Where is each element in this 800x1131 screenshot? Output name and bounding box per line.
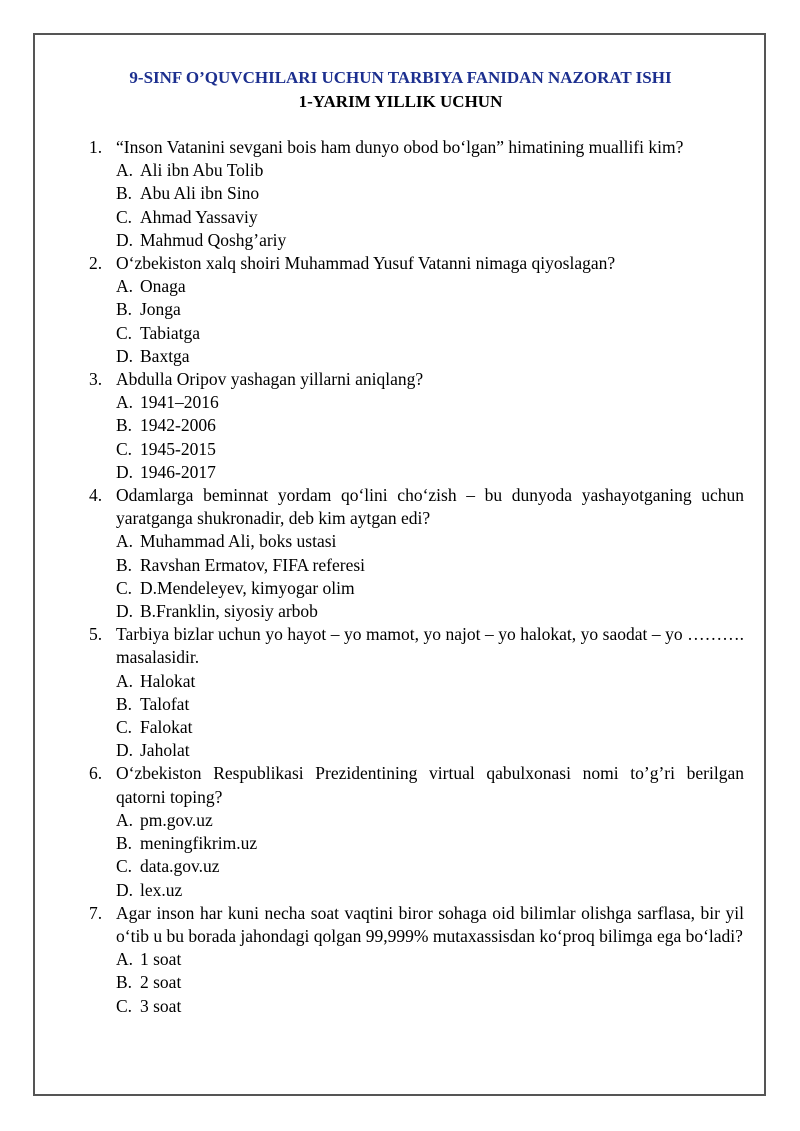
option-text: Ravshan Ermatov, FIFA referesi (140, 554, 366, 575)
answer-options (116, 809, 744, 902)
option-letter: D. (116, 740, 134, 761)
option-text: meningfikrim.uz (140, 833, 258, 854)
answer-option (116, 345, 744, 368)
option-text: Muhammad Ali, boks ustasi (140, 531, 337, 552)
option-letter: C. (116, 438, 133, 459)
option-letter: B. (116, 299, 133, 320)
option-letter: A. (116, 809, 134, 830)
option-text: pm.gov.uz (140, 809, 213, 830)
question-text: Abdulla Oripov yashagan yillarni aniqlang? (116, 369, 424, 390)
option-letter: B. (116, 693, 133, 714)
answer-option (116, 716, 744, 739)
answer-option (116, 438, 744, 461)
option-text: data.gov.uz (140, 856, 220, 877)
question-item (89, 762, 744, 901)
option-text: Onaga (140, 276, 186, 297)
option-letter: C. (116, 322, 133, 343)
option-text: Falokat (140, 717, 193, 738)
option-letter: B. (116, 972, 133, 993)
question-text: O‘zbekiston Respublikasi Prezidentining virtual qabulxonasi nomi to’g’ri berilgan qatorni toping? (116, 763, 744, 807)
option-letter: C. (116, 856, 133, 877)
option-text: D.Mendeleyev, kimyogar olim (140, 577, 355, 598)
answer-option (116, 693, 744, 716)
question-item (89, 252, 744, 368)
answer-option (116, 577, 744, 600)
question-text: O‘zbekiston xalq shoiri Muhammad Yusuf Vatanni nimaga qiyoslagan? (116, 253, 616, 274)
question-number: 5. (89, 624, 103, 645)
option-letter: A. (116, 160, 134, 181)
document-subtitle: 1-YARIM YILLIK UCHUN (298, 92, 503, 111)
question-item (89, 484, 744, 623)
answer-option (116, 414, 744, 437)
option-text: Ali ibn Abu Tolib (140, 160, 264, 181)
question-number: 2. (89, 253, 103, 274)
option-text: 3 soat (140, 995, 182, 1016)
option-letter: C. (116, 577, 133, 598)
question-text: Tarbiya bizlar uchun yo hayot – yo mamot, yo najot – yo halokat, yo saodat – yo ………. masalasidir. (116, 624, 744, 668)
answer-options (116, 670, 744, 763)
option-text: Ahmad Yassaviy (140, 206, 258, 227)
question-number: 3. (89, 369, 103, 390)
option-letter: B. (116, 415, 133, 436)
option-letter: C. (116, 206, 133, 227)
question-number: 6. (89, 763, 103, 784)
question-list (89, 136, 744, 1018)
option-text: 1945-2015 (140, 438, 216, 459)
question-number: 1. (89, 137, 103, 157)
answer-option (116, 530, 744, 553)
answer-option (116, 298, 744, 321)
question-item (89, 368, 744, 484)
option-letter: C. (116, 995, 133, 1016)
option-text: Talofat (140, 693, 190, 714)
option-text: Baxtga (140, 345, 190, 366)
answer-option (116, 275, 744, 298)
answer-options (116, 159, 744, 252)
option-letter: A. (116, 531, 134, 552)
option-letter: A. (116, 670, 134, 691)
question-item (89, 623, 744, 762)
document-title: 9-SINF O’QUVCHILARI UCHUN TARBIYA FANIDAN NAZORAT ISHI (129, 68, 672, 87)
answer-option (116, 995, 744, 1018)
option-text: Tabiatga (140, 322, 200, 343)
answer-option (116, 391, 744, 414)
option-text: Jaholat (140, 740, 190, 761)
answer-options (116, 948, 744, 1018)
answer-option (116, 159, 744, 182)
answer-options (116, 391, 744, 484)
answer-option (116, 855, 744, 878)
option-text: 1946-2017 (140, 461, 216, 482)
question-number: 7. (89, 902, 103, 923)
question-text: Agar inson har kuni necha soat vaqtini biror sohaga oid bilimlar olishga sarflasa, bir yil o‘tib u bu borada jahondagi qolgan 99,999% mutaxassisdan ko‘proq bilimga ega bo‘ladi? (116, 902, 744, 946)
option-letter: A. (116, 949, 134, 970)
answer-option (116, 600, 744, 623)
answer-options (116, 275, 744, 368)
answer-option (116, 322, 744, 345)
option-letter: D. (116, 345, 134, 366)
answer-option (116, 554, 744, 577)
answer-option (116, 206, 744, 229)
question-item (89, 136, 744, 252)
answer-option (116, 739, 744, 762)
option-text: Jonga (140, 299, 181, 320)
answer-option (116, 229, 744, 252)
option-letter: D. (116, 601, 134, 622)
answer-option (116, 809, 744, 832)
answer-option (116, 670, 744, 693)
option-letter: D. (116, 229, 134, 250)
option-text: Mahmud Qoshg’ariy (140, 229, 287, 250)
option-letter: B. (116, 833, 133, 854)
option-text: Halokat (140, 670, 196, 691)
option-letter: C. (116, 717, 133, 738)
answer-option (116, 948, 744, 971)
option-letter: A. (116, 276, 134, 297)
answer-option (116, 879, 744, 902)
question-text: Odamlarga beminnat yordam qo‘lini cho‘zish – bu dunyoda yashayotganing uchun yaratganga shukronadir, deb kim aytgan edi? (116, 485, 744, 529)
option-text: 1941–2016 (140, 392, 219, 413)
option-text: Abu Ali ibn Sino (140, 183, 260, 204)
option-letter: B. (116, 183, 133, 204)
option-text: 1942-2006 (140, 415, 216, 436)
answer-option (116, 182, 744, 205)
question-number: 4. (89, 485, 103, 506)
answer-options (116, 530, 744, 623)
question-item (89, 902, 744, 1018)
option-letter: A. (116, 392, 134, 413)
answer-option (116, 461, 744, 484)
option-text: B.Franklin, siyosiy arbob (140, 601, 318, 622)
question-text: “Inson Vatanini sevgani bois ham dunyo obod bo‘lgan” himatining muallifi kim? (116, 137, 684, 157)
option-text: 2 soat (140, 972, 182, 993)
option-letter: D. (116, 879, 134, 900)
option-letter: B. (116, 554, 133, 575)
option-letter: D. (116, 461, 134, 482)
answer-option (116, 971, 744, 994)
option-text: 1 soat (140, 949, 182, 970)
option-text: lex.uz (140, 879, 183, 900)
answer-option (116, 832, 744, 855)
